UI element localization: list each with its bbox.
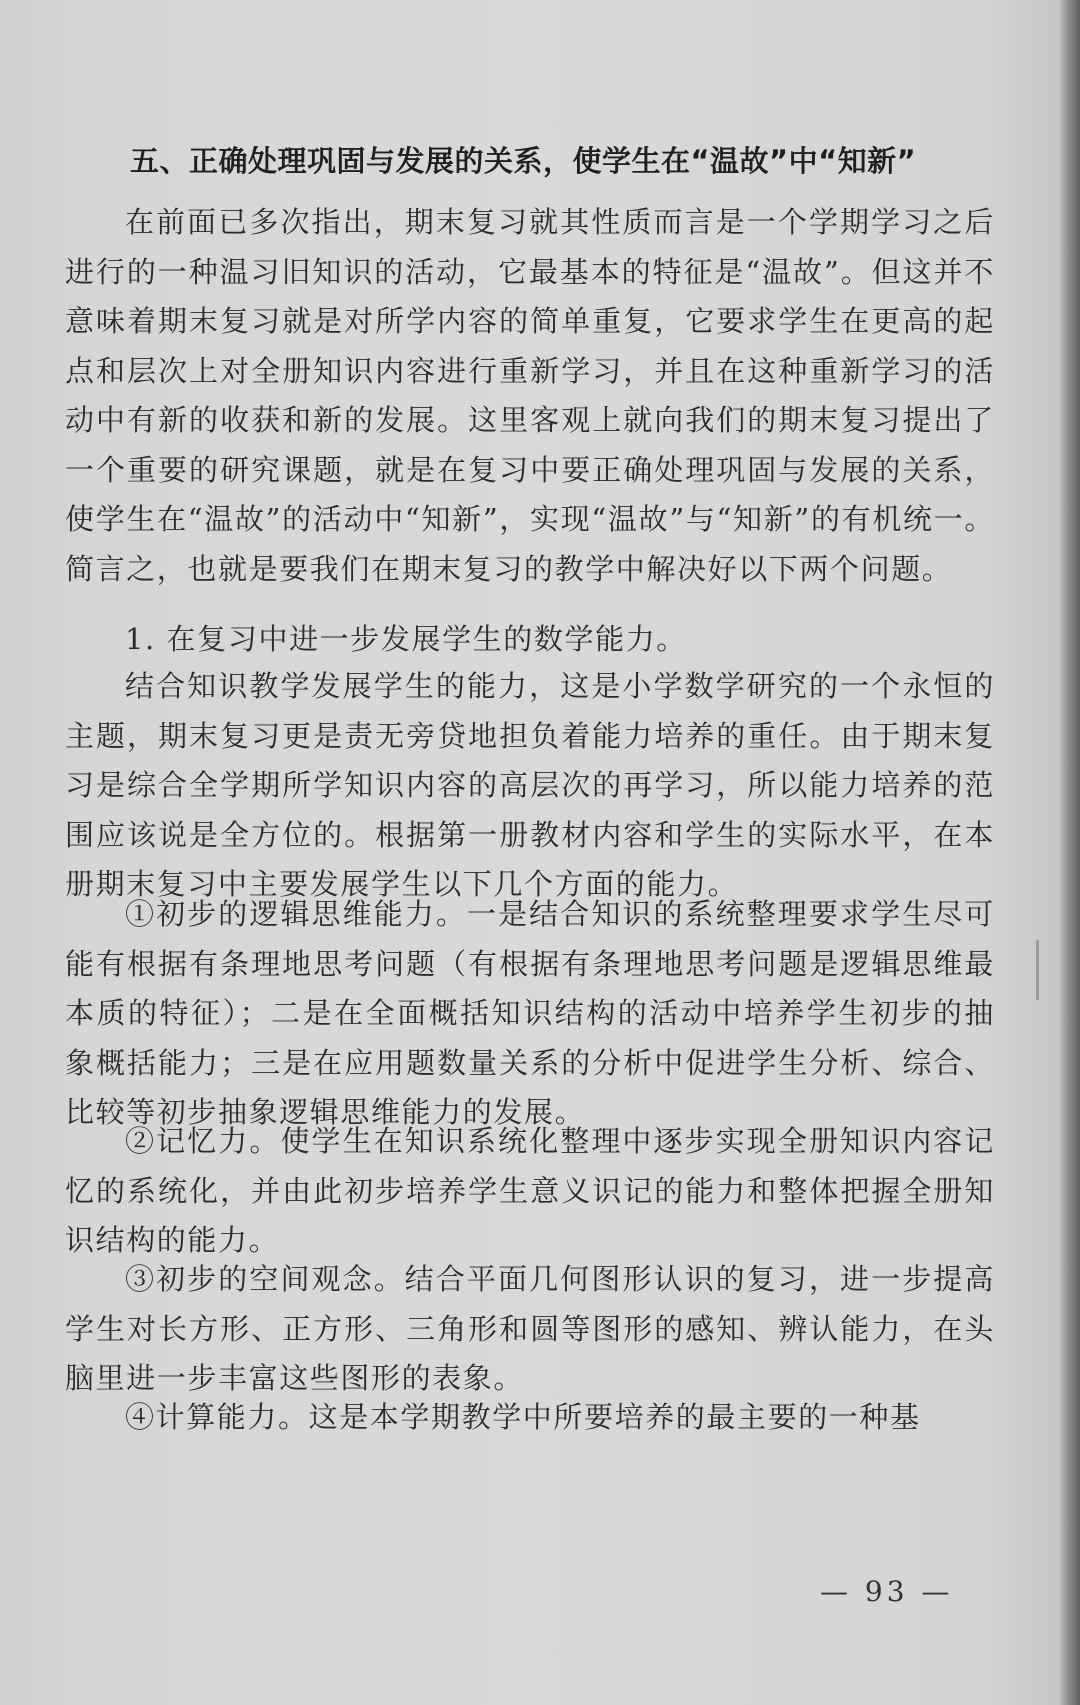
paragraph-intro: 在前面已多次指出，期末复习就其性质而言是一个学期学习之后进行的一种温习旧知识的活动，它最基本的特征是“温故”。但这并不意味着期末复习就是对所学内容的简单重复，它要求学生在更高的起点和层次上对全册知识内容进行重新学习，并且在这种重新学习的活动中有新的收获和新的发展。这里客观上就向我们的期末复习提出了一个重要的研究课题，就是在复习中要正确处理巩固与发展的关系，使学生在“温故”的活动中“知新”，实现“温故”与“知新”的有机统一。简言之，也就是要我们在期末复习的教学中解决好以下两个问题。 bbox=[65, 205, 995, 586]
paragraph-calculation: ④计算能力。这是本学期教学中所要培养的最主要的一种基 bbox=[125, 1400, 921, 1434]
paragraph-memory: ②记忆力。使学生在知识系统化整理中逐步实现全册知识内容记忆的系统化，并由此初步培养学生意义识记的能力和整体把握全册知识结构的能力。 bbox=[65, 1124, 995, 1257]
section-heading: 五、正确处理巩固与发展的关系，使学生在“温故”中“知新” bbox=[130, 144, 917, 178]
scan-shadow-edge bbox=[1060, 0, 1080, 1705]
paragraph-logic: ①初步的逻辑思维能力。一是结合知识的系统整理要求学生尽可能有根据有条理地思考问题（有根据有条理地思考问题是逻辑思维最本质的特征）；二是在全面概括知识结构的活动中培养学生初步的抽象概括能力；三是在应用题数量关系的分析中促进学生分析、综合、比较等初步抽象逻辑思维能力的发展。 bbox=[65, 897, 995, 1129]
numbered-item-1: 1. 在复习中进一步发展学生的数学能力。 bbox=[125, 622, 687, 656]
paragraph-spatial: ③初步的空间观念。结合平面几何图形认识的复习，进一步提高学生对长方形、正方形、三角形和圆等图形的感知、辨认能力，在头脑里进一步丰富这些图形的表象。 bbox=[65, 1262, 995, 1395]
paragraph-abilities: 结合知识教学发展学生的能力，这是小学数学研究的一个永恒的主题，期末复习更是责无旁贷地担负着能力培养的重任。由于期末复习是综合全学期所学知识内容的高层次的再学习，所以能力培养的范围应该说是全方位的。根据第一册教材内容和学生的实际水平，在本册期末复习中主要发展学生以下几个方面的能力。 bbox=[65, 669, 995, 901]
scan-mark bbox=[1036, 940, 1039, 1000]
page-number: — 93 — bbox=[820, 1575, 954, 1608]
